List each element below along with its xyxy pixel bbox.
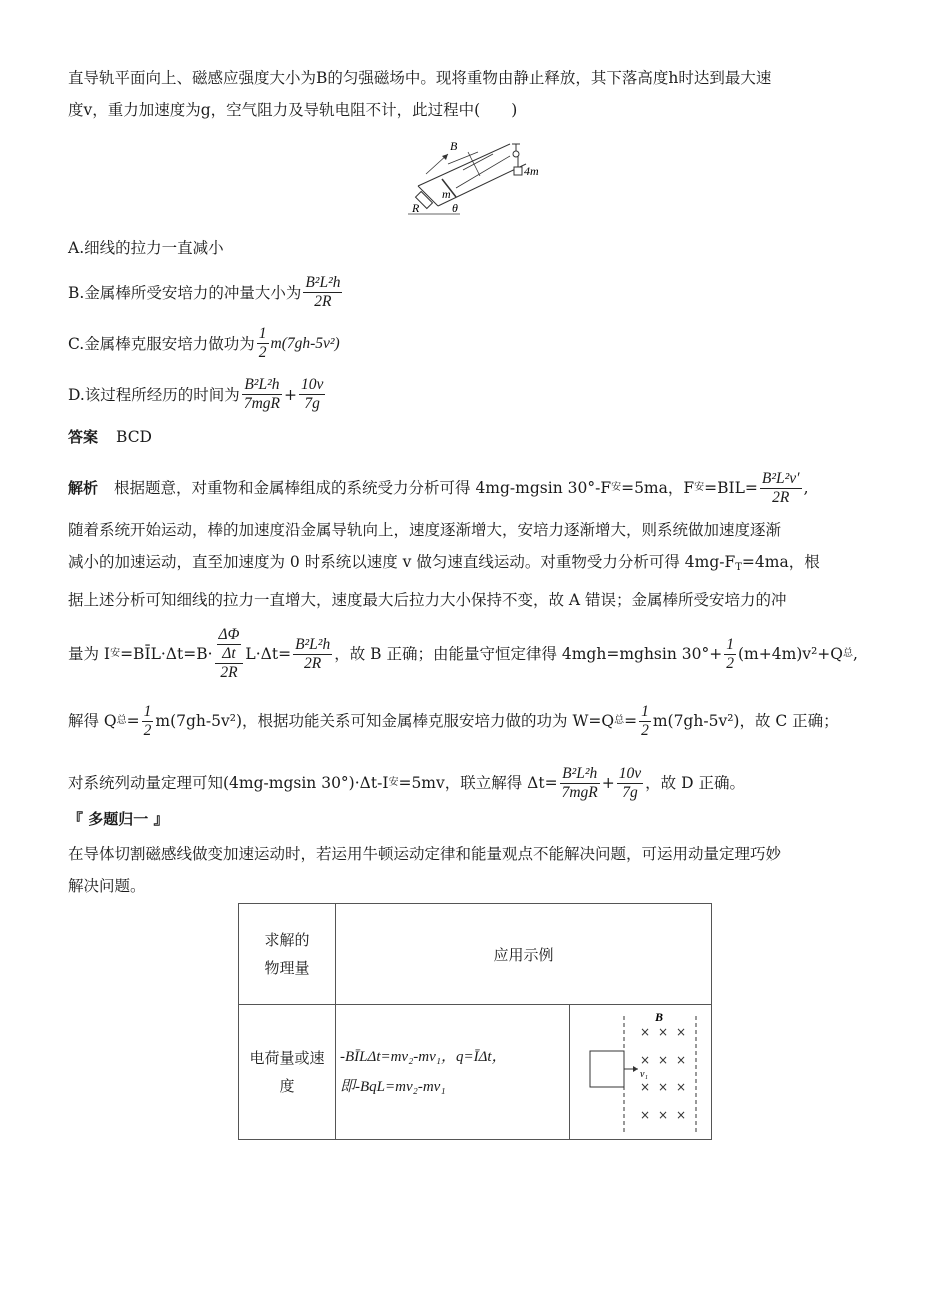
option-b[interactable] <box>68 274 883 311</box>
option-c[interactable] <box>68 325 883 362</box>
svg-text:×: × <box>657 1079 668 1094</box>
analysis-fraction-t1: $\frac{\text{B²L²h}}{\text{7mgR}}$ <box>561 764 598 801</box>
fig-label-theta: θ <box>452 201 458 215</box>
answer-label: 答案 <box>68 428 99 446</box>
table-header-col2: 应用示例 <box>336 904 712 1005</box>
table-row-formula: -BĪLΔt=mv₂-mv₁，q=ĪΔt， 即-BqL=mv₂-mv₁ <box>336 1005 570 1140</box>
svg-text:×: × <box>639 1052 650 1067</box>
option-a-text: A.细线的拉力一直减小 <box>68 239 224 257</box>
summary-title: 『 多题归一 』 <box>68 810 169 828</box>
question-page <box>68 62 883 126</box>
incline-rail-figure <box>408 134 558 220</box>
analysis-fraction-half-3: $\frac{1}{2}$ <box>641 702 649 739</box>
option-b-fraction: $\frac{\text{B²L²h}}{2R}$ <box>305 274 341 310</box>
option-c-suffix: m(7gh-5v²) <box>270 334 340 352</box>
analysis-line-4: 据上述分析可知细线的拉力一直增大，速度最大后拉力大小保持不变，故 A 错误；金属棒所受安培力的冲 <box>68 591 787 609</box>
svg-text:×: × <box>639 1107 650 1122</box>
analysis-line-1: 解析 根据题意，对重物和金属棒组成的系统受力分析可得 4mg-mgsin 30°-F 安 =5ma，F 安 =BIL= $\frac{\text{B²L²v′}}{2R}$ , <box>68 469 809 506</box>
analysis-line-2: 随着系统开始运动，棒的加速度沿金属导轨向上，速度逐渐增大，安培力逐渐增大，则系统做加速度逐渐 <box>68 521 782 539</box>
option-d-text: D.该过程所经历的时间为 <box>68 385 240 404</box>
fig-label-B: B <box>450 139 458 153</box>
table-header-row <box>239 904 712 1005</box>
svg-text:×: × <box>639 1079 650 1094</box>
summary-text-1: 在导体切割磁感线做变加速运动时，若运用牛顿运动定律和能量观点不能解决问题，可运用动量定理巧妙 <box>68 845 782 863</box>
analysis-fraction-dphi: $\frac{\frac{\Delta\Phi}{\Delta t}}{2R}$ <box>215 626 244 682</box>
option-b-text: B.金属棒所受安培力的冲量大小为 <box>68 283 302 302</box>
analysis-label: 解析 <box>68 479 99 497</box>
summary-text-2: 解决问题。 <box>68 877 146 895</box>
analysis-fraction-t2: $\frac{10v}{7g}$ <box>618 764 642 801</box>
magnetic-field-figure <box>574 1008 708 1133</box>
svg-text:×: × <box>639 1024 650 1039</box>
option-a[interactable] <box>68 236 883 260</box>
option-d-fraction-2: $\frac{10v}{7g}$ <box>300 376 324 412</box>
analysis-line-6: 解得 Q 总 = $\frac{1}{2}$ m(7gh-5v²)，根据功能关系可知金属棒克服安培力做的功为 W=Q 总 = $\frac{1}{2}$ m(7gh-5v²)，故 C 正确； <box>68 702 839 739</box>
summary-table <box>238 903 712 1140</box>
answer-value: BCD <box>116 428 152 446</box>
table-row <box>239 1005 712 1140</box>
analysis-line-5: 量为 I 安 =BĪL·Δt=B· $\frac{\frac{\Delta\Phi}{\Delta t}}{2R}$ L·Δt= $\frac{\text{B²L²h}}{2R}$ ，故 B 正确；由能量守恒定律得 4mgh=mghsin 30°+ $\frac{1}{2}$ (m+4m)v²+Q 总 , <box>68 626 858 681</box>
analysis-line-3: 减小的加速运动，直至加速度为 0 时系统以速度 v 做匀速直线运动。对重物受力分析可得 $4mg-F_T=4ma$，根 <box>68 553 820 573</box>
analysis-fraction-impulse: $\frac{\text{B²L²h}}{2R}$ <box>295 635 331 672</box>
analysis-line-7: 对系统列动量定理可知(4mg-mgsin 30°)·Δt-I 安 =5mv，联立解得 Δt= $\frac{\text{B²L²h}}{\text{7mgR}}$ + $\frac{10v}{7g}$ ，故 D 正确。 <box>68 764 745 801</box>
svg-text:×: × <box>675 1107 686 1122</box>
option-d[interactable]: D.该过程所经历的时间为 $\frac{\text{B²L²h}}{\text{7mgR}}$ + $\frac{10v}{7g}$ <box>68 376 324 412</box>
svg-text:×: × <box>675 1024 686 1039</box>
summary-block <box>68 806 883 902</box>
fig-label-R: R <box>412 201 420 215</box>
fig-label-m: m <box>442 187 451 201</box>
fig-label-weight: 4m <box>524 164 539 178</box>
answer-row <box>68 425 883 449</box>
analysis-fraction-half-2: $\frac{1}{2}$ <box>143 702 152 739</box>
question-stem-line1: 直导轨平面向上、磁感应强度大小为B的匀强磁场中。现将重物由静止释放，其下落高度h时达到最大速 <box>68 69 772 87</box>
fig-v1-label: v₁ <box>639 1068 648 1080</box>
table-row-figure <box>570 1005 712 1140</box>
svg-text:×: × <box>675 1079 686 1094</box>
svg-text:×: × <box>657 1024 668 1039</box>
analysis-block <box>68 468 883 810</box>
option-c-text: C.金属棒克服安培力做功为 <box>68 334 255 353</box>
option-c-fraction: $\frac{1}{2}$ <box>258 325 267 361</box>
svg-text:×: × <box>657 1107 668 1122</box>
fig-B-label: B <box>654 1009 663 1024</box>
option-d-fraction-1: $\frac{\text{B²L²h}}{\text{7mgR}}$ <box>243 376 280 412</box>
table-header-col1: 求解的 物理量 <box>239 904 336 1005</box>
table-row-col1: 电荷量或速 度 <box>239 1005 336 1140</box>
options-block <box>68 226 883 459</box>
question-stem-line2: 度v，重力加速度为g，空气阻力及导轨电阻不计，此过程中( ) <box>68 101 518 119</box>
svg-text:×: × <box>657 1052 668 1067</box>
analysis-fraction-half-1: $\frac{1}{2}$ <box>726 635 734 672</box>
analysis-fraction-F: $\frac{\text{B²L²v′}}{2R}$ <box>761 469 800 506</box>
svg-text:×: × <box>675 1052 686 1067</box>
